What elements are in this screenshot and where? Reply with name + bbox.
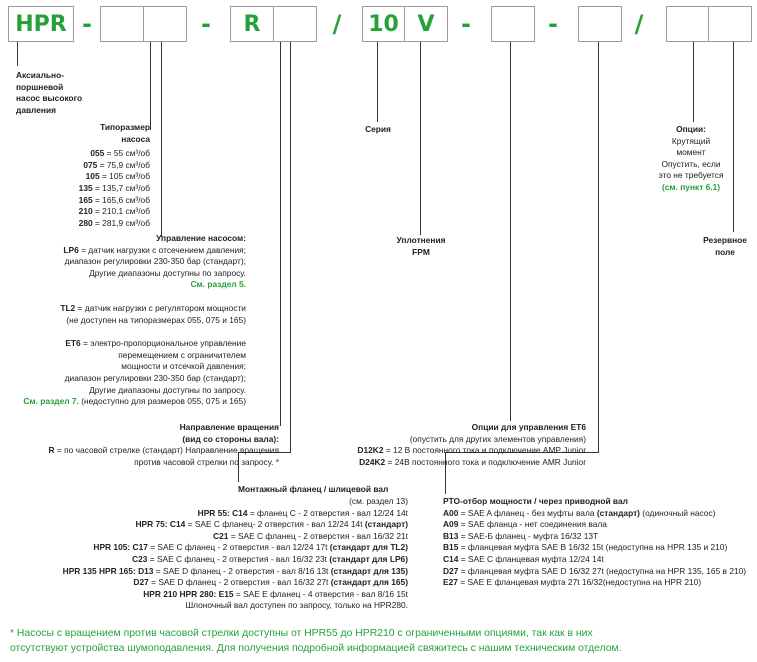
reserve-section <box>700 235 750 258</box>
pto-row: E27 = SAE E фланцевая муфта 27t 16/32(недоступна на HPR 210) <box>443 577 702 588</box>
control-line: диапазон регулировки 230-350 бар (стандарт); <box>64 372 246 383</box>
pto-row: A09 = SAE фланца - нет соединения вала <box>443 519 607 530</box>
options-line: момент <box>676 147 706 158</box>
code-dash-3: - <box>461 10 471 38</box>
code-box-hpr <box>8 6 74 42</box>
rotation-r: R = по часовой стрелке (стандарт) Направление вращения <box>48 445 279 456</box>
size-row: 210 = 210,1 см³/об <box>78 206 150 217</box>
size-row: 075 = 75,9 см³/об <box>83 159 150 170</box>
pto-section <box>443 496 746 589</box>
series-title: Серия <box>365 124 391 134</box>
size-row: 165 = 165,6 см³/об <box>78 194 150 205</box>
size-list <box>79 148 150 229</box>
et6-options-title: Опции для управления ET6 <box>471 422 586 432</box>
code-dash-4: - <box>548 10 558 38</box>
et6-options-d12: D12K2 = 12 В постоянного тока и подключение AMP Junior <box>357 445 586 456</box>
pto-row: B15 = фланцевая муфта SAE B 16/32 15t (недоступна на HPR 135 и 210) <box>443 542 728 553</box>
code-box-control <box>273 6 317 42</box>
pto-row: B13 = SAE-Б фланец - муфта 16/32 13T <box>443 530 599 541</box>
code-box-pto <box>578 6 622 42</box>
rotation-title-2: (вид со стороны вала): <box>182 433 279 444</box>
control-title: Управление насосом: <box>156 233 246 243</box>
code-slash-2: / <box>634 10 644 38</box>
flange-row: C23 = SAE C фланец - 2 отверстия - вал 16/32 23t (стандарт для LP6) <box>132 553 408 564</box>
flange-row: HPR 135 HPR 165: D13 = SAE D фланец - 2 отверстия - вал 8/16 13t (стандарт для 135) <box>62 565 408 576</box>
seals-title: Уплотнения <box>396 235 446 245</box>
pto-row: C14 = SAE C фланцевая муфта 12/24 14t <box>443 553 604 564</box>
leader-pump <box>17 42 18 66</box>
code-dash-2: - <box>201 10 211 38</box>
et6-options-d24: D24K2 = 24В постоянного тока и подключение AMR Junior <box>359 456 586 467</box>
pto-row: D27 = фланцевая муфта SAE D 16/32 27t (недоступна на HPR 135, 165 в 210) <box>443 565 747 576</box>
options-line: Крутящий <box>671 135 711 146</box>
leader-flange-v <box>290 42 291 452</box>
size-row: 280 = 281,9 см³/об <box>78 217 150 228</box>
rotation-star: * <box>275 456 279 467</box>
code-slash-1: / <box>332 10 342 38</box>
size-row: 055 = 55 см³/об <box>90 148 150 159</box>
pump-line: насос высокого <box>16 93 83 104</box>
code-box-r <box>230 6 274 42</box>
size-title-2: насоса <box>121 133 150 144</box>
options-title: Опции: <box>676 124 706 134</box>
control-et6-ref[interactable]: См. раздел 7. <box>23 396 79 407</box>
pto-title: PTO-отбор мощности / через приводной вал <box>443 496 628 506</box>
seals-value: FPM <box>412 246 430 257</box>
control-line: Другие диапазоны доступны по запросу. <box>89 384 246 395</box>
size-row: 135 = 135,7 см³/об <box>78 182 150 193</box>
code-r: R <box>243 11 261 37</box>
footnote-line-2: отсутствуют устройства шумоподавления. Для получения подробной информацией свяжитесь с нашим техническим отделом. <box>10 643 622 654</box>
et6-options-section <box>357 422 586 468</box>
control-tl2: TL2 = датчик нагрузки с регулятором мощности <box>60 302 246 313</box>
code-box-reserve <box>708 6 752 42</box>
flange-note: Шлоночный вал доступен по запросу, только на HPR280. <box>185 600 408 611</box>
code-hpr: HPR <box>15 11 67 37</box>
reserve-title-2: поле <box>715 246 735 257</box>
rotation-line: против часовой стрелки по запросу. * <box>134 456 279 467</box>
size-row: 105 = 105 см³/об <box>85 171 150 182</box>
rotation-section <box>49 422 279 468</box>
code-box-size-2 <box>143 6 187 42</box>
flange-title: Монтажный фланец / шлицевой вал <box>238 484 389 494</box>
options-line: это не требуется <box>658 170 724 181</box>
code-box-series <box>362 6 405 42</box>
code-ten: 10 <box>368 11 399 37</box>
flange-row: D27 = SAE D фланец - 2 отверстия - вал 16/32 27t (стандарт для 165) <box>133 577 408 588</box>
size-title: Типоразмер <box>100 122 150 132</box>
code-box-mount <box>491 6 535 42</box>
leader-series <box>377 42 378 122</box>
control-lp6-ref[interactable]: См. раздел 5. <box>190 279 246 290</box>
leader-et6 <box>510 42 511 421</box>
control-line: Другие диапазоны доступны по запросу. <box>89 267 246 278</box>
control-section <box>23 233 246 408</box>
control-lp6: LP6 = датчик нагрузки с отсечением давления; <box>63 244 246 255</box>
flange-row: HPR 210 HPR 280: E15 = SAE E фланец - 4 отверстия - вал 8/16 15t <box>143 588 408 599</box>
code-box-options <box>666 6 709 42</box>
leader-pto-v <box>598 42 599 452</box>
footnote-line-1: * Насосы с вращением против часовой стрелки доступны от HPR55 до HPR210 с ограниченными опциями, так как в них <box>10 628 593 639</box>
et6-options-sub: (опустить для других элементов управления) <box>409 433 586 444</box>
flange-sub: (см. раздел 13) <box>349 496 408 506</box>
control-line: (не доступен на типоразмерах 055, 075 и 165) <box>66 314 246 325</box>
control-et6-note: См. раздел 7. (недоступно для размеров 055, 075 и 165) <box>23 396 246 407</box>
code-v: V <box>417 11 435 37</box>
size-section <box>79 122 150 229</box>
flange-row: HPR 75: C14 = SAE C фланец- 2 отверстия - вал 12/24 14t (стандарт) <box>135 519 408 530</box>
options-ref[interactable]: (см. пункт 6.1) <box>661 181 721 192</box>
leader-rotation <box>280 42 281 426</box>
control-et6: ET6 = электро-пропорциональное управление <box>65 338 246 349</box>
code-box-v <box>404 6 448 42</box>
leader-options <box>693 42 694 122</box>
control-line: мощности и отсечкой давления; <box>121 361 246 372</box>
control-line: перемещением с ограничителем <box>118 349 246 360</box>
seals-section <box>388 235 454 258</box>
pump-line: давления <box>16 104 56 115</box>
reserve-title: Резервное <box>703 235 747 245</box>
pto-row: A00 = SAE A фланец - без муфты вала (стандарт) (одиночный насос) <box>443 507 716 518</box>
control-line: диапазон регулировки 230-350 бар (стандарт); <box>64 256 246 267</box>
flange-row: HPR 105: C17 = SAE C фланец - 2 отверстия - вал 12/24 17t (стандарт для TL2) <box>93 542 408 553</box>
pump-line: поршневой <box>16 81 64 92</box>
flange-row: C21 = SAE C фланец - 2 отверстия - вал 16/32 21t <box>213 530 408 541</box>
leader-seals <box>420 42 421 235</box>
flange-section <box>63 496 408 612</box>
footnote <box>10 626 750 656</box>
flange-row: HPR 55: C14 = фланец С - 2 отверстия - вал 12/24 14t <box>197 507 408 518</box>
code-dash-1: - <box>82 10 92 38</box>
leader-control <box>161 42 162 237</box>
pump-line: Аксиально- <box>16 70 65 80</box>
pump-description <box>16 70 82 116</box>
options-section <box>648 124 734 194</box>
options-line: Опустить, если <box>661 158 721 169</box>
leader-size <box>150 42 151 130</box>
rotation-title: Направление вращения <box>179 422 279 432</box>
code-box-size-1 <box>100 6 144 42</box>
